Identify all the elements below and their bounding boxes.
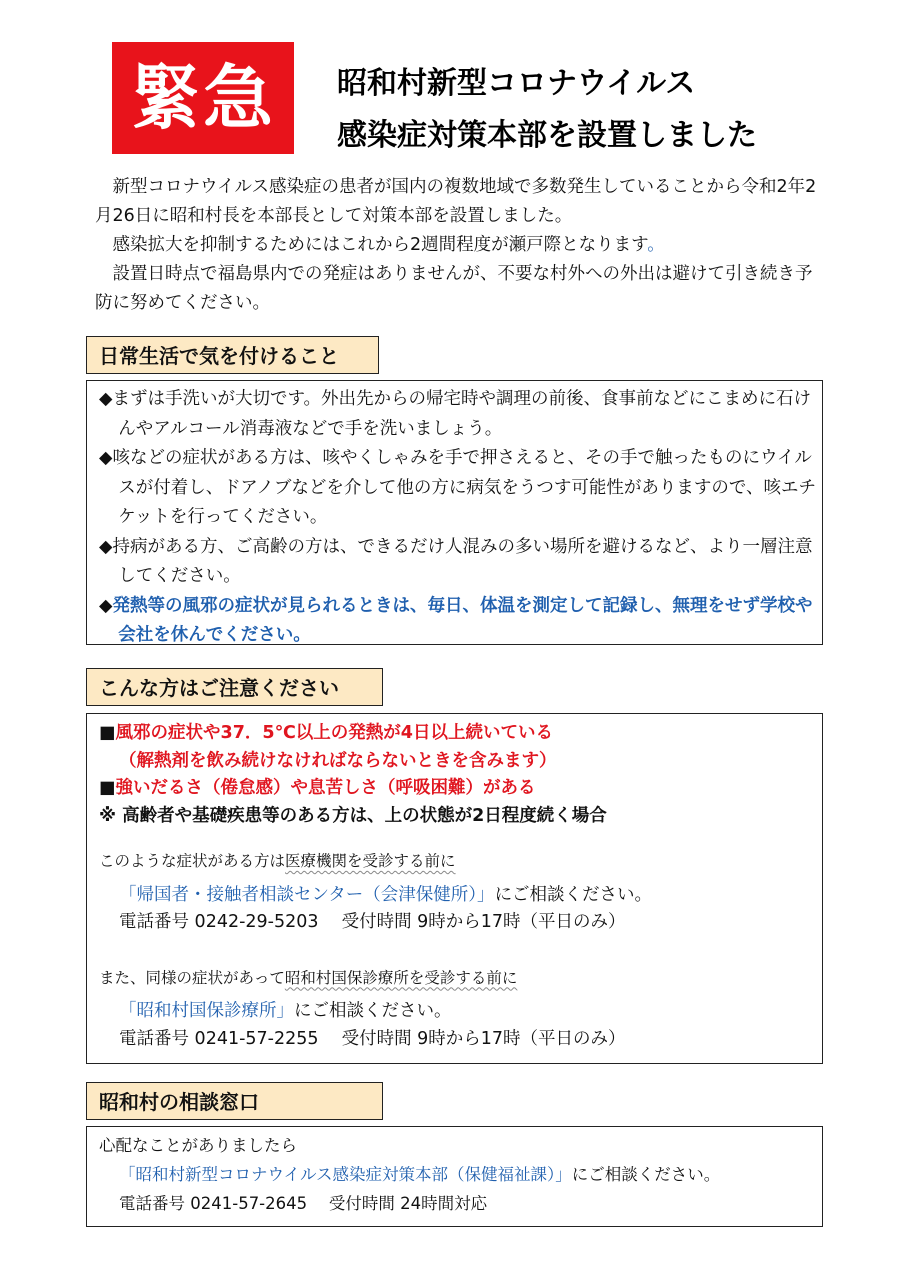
guide-underlined: 医療機関を受診する前に: [285, 852, 456, 870]
center-suffix: にご相談ください。: [494, 884, 653, 905]
consultation-lead: 心配なことがありましたら: [99, 1136, 297, 1155]
intro-paragraph-3: 設置日時点で福島県内での発症はありませんが、不要な村外への外出は避けて引き続き予防に努めてください。: [95, 264, 813, 313]
contact-center-2: [99, 998, 822, 1026]
symptom-text: 強いだるさ（倦怠感）や息苦しさ（呼吸困難）がある: [115, 778, 536, 798]
contact-center-1: [99, 882, 822, 910]
intro-paragraph-2-end: 。: [647, 235, 665, 255]
intro-text: [95, 173, 825, 318]
list-item: ◆持病がある方、ご高齢の方は、できるだけ人混みの多い場所を避けるなど、より一層注意してください。: [99, 536, 813, 586]
section-consultation-title: 昭和村の相談窓口: [86, 1082, 383, 1120]
symptom-item-fatigue: [99, 775, 822, 803]
symptom-text: 風邪の症状や37．5℃以上の発熱が4日以上続いている: [115, 723, 553, 743]
section-caution-box: [86, 713, 823, 1064]
office-name: 「昭和村新型コロナウイルス感染症対策本部（保健福祉課）」: [119, 1165, 572, 1184]
section-caution-title: こんな方はご注意ください: [86, 668, 383, 706]
guide-prefix: このような症状がある方は: [99, 852, 286, 870]
center-suffix: にご相談ください。: [294, 1001, 452, 1021]
intro-paragraph-2-text: 感染拡大を抑制するためにはこれから2週間程度が瀬戸際となります: [112, 235, 648, 255]
title-line-2: 感染症対策本部を設置しました: [337, 118, 757, 153]
list-item-highlight: [99, 592, 822, 651]
section-daily-life-box: [86, 380, 823, 645]
intro-paragraph-1: 新型コロナウイルス感染症の患者が国内の複数地域で多数発生していることから令和2年2月26日に昭和村長を本部長として対策本部を設置しました。: [95, 177, 817, 226]
elderly-note: ※ 高齢者や基礎疾患等のある方は、上の状態が2日程度続く場合: [99, 805, 607, 826]
page-title: [337, 58, 757, 162]
guide-line-2: [99, 965, 822, 993]
symptom-subnote: （解熱剤を飲み続けなければならないときを含みます）: [119, 750, 557, 771]
office-suffix: にご相談ください。: [571, 1165, 721, 1184]
section-daily-life-title: 日常生活で気を付けること: [86, 336, 379, 374]
symptom-marker: ■: [99, 723, 116, 743]
section-consultation-box: [86, 1126, 823, 1227]
center-name: 「帰国者・接触者相談センター（会津保健所）」: [119, 884, 495, 905]
center-name: 「昭和村国保診療所」: [119, 1001, 294, 1021]
consultation-office: [99, 1160, 822, 1189]
highlight-marker: ◆: [99, 595, 113, 616]
guide-underlined: 昭和村国保診療所を受診する前に: [284, 968, 518, 987]
highlight-text: 発熱等の風邪の症状が見られるときは、毎日、体温を測定して記録し、無理をせず学校や会社を休んでください。: [112, 595, 813, 645]
symptom-item-fever: [99, 720, 822, 748]
intro-paragraph-2: [95, 231, 825, 260]
urgent-badge: 緊急: [112, 42, 294, 154]
list-item: ◆まずは手洗いが大切です。外出先からの帰宅時や調理の前後、食事前などにこまめに石けんやアルコール消毒液などで手を洗いましょう。: [99, 389, 812, 439]
list-item: ◆咳などの症状がある方は、咳やくしゃみを手で押さえると、その手で触ったものにウイルスが付着し、ドアノブなどを介して他の方に病気をうつす可能性がありますので、咳エチケットを行ってください。: [99, 448, 816, 527]
guide-line-1: [99, 848, 822, 876]
title-line-1: 昭和村新型コロナウイルス: [337, 66, 696, 101]
center-1-phone: 電話番号 0242-29-5203 受付時間 9時から17時（平日のみ）: [119, 912, 626, 932]
symptom-marker: ■: [99, 778, 116, 798]
office-phone: 電話番号 0241-57-2645 受付時間 24時間対応: [119, 1194, 488, 1213]
center-2-phone: 電話番号 0241-57-2255 受付時間 9時から17時（平日のみ）: [119, 1028, 626, 1049]
guide-prefix: また、同様の症状があって: [99, 968, 285, 987]
